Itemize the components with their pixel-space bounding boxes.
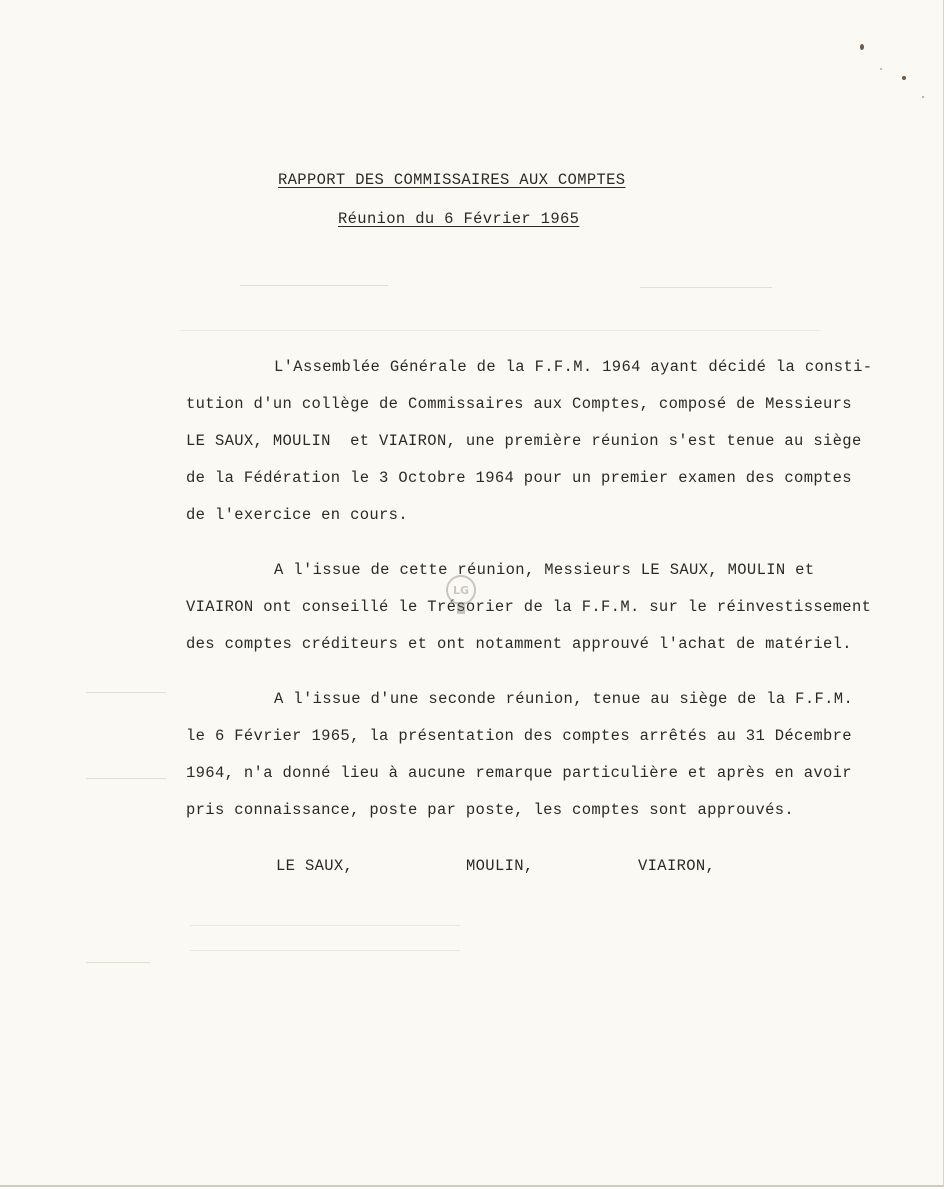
watermark-logo-icon [443, 572, 479, 618]
bleed-rule [240, 285, 388, 286]
svg-text:LG: LG [452, 584, 470, 597]
paragraph-3-line-4: pris connaissance, poste par poste, les comptes sont approuvés. [186, 801, 795, 819]
paper-speck [860, 44, 864, 50]
paragraph-3-line-1: A l'issue d'une seconde réunion, tenue au siège de la F.F.M. [274, 690, 854, 708]
paragraph-3-line-3: 1964, n'a donné lieu à aucune remarque particulière et après en avoir [186, 764, 852, 782]
bleed-rule [190, 925, 460, 926]
paragraph-2-line-1: A l'issue de cette réunion, Messieurs LE SAUX, MOULIN et [274, 561, 815, 579]
document-subtitle: Réunion du 6 Février 1965 [338, 210, 580, 228]
paragraph-1-line-2: tution d'un collège de Commissaires aux Comptes, composé de Messieurs [186, 395, 852, 413]
paragraph-3-line-2: le 6 Février 1965, la présentation des comptes arrêtés au 31 Décembre [186, 727, 852, 745]
bleed-rule [86, 962, 150, 963]
paragraph-2-line-3: des comptes créditeurs et ont notamment approuvé l'achat de matériel. [186, 635, 852, 653]
paragraph-1-line-3: LE SAUX, MOULIN et VIAIRON, une première réunion s'est tenue au siège [186, 432, 862, 450]
paper-speck [902, 76, 906, 80]
paper-speck [922, 96, 924, 98]
bleed-rule [86, 692, 166, 693]
paragraph-1-line-4: de la Fédération le 3 Octobre 1964 pour un premier examen des comptes [186, 469, 852, 487]
signature-viairon: VIAIRON, [638, 857, 716, 875]
signature-le-saux: LE SAUX, [276, 857, 354, 875]
paragraph-1-line-1: L'Assemblée Générale de la F.F.M. 1964 ayant décidé la consti- [274, 358, 873, 376]
document-title: RAPPORT DES COMMISSAIRES AUX COMPTES [278, 171, 626, 189]
bleed-rule [86, 778, 166, 779]
bleed-rule [190, 950, 460, 951]
bleed-rule [180, 330, 820, 331]
paragraph-2-line-2: VIAIRON ont conseillé le Trésorier de la F.F.M. sur le réinvestissement [186, 598, 872, 616]
bleed-rule [640, 287, 772, 288]
paper-speck [880, 68, 882, 70]
paragraph-1-line-5: de l'exercice en cours. [186, 506, 408, 524]
signature-moulin: MOULIN, [466, 857, 534, 875]
